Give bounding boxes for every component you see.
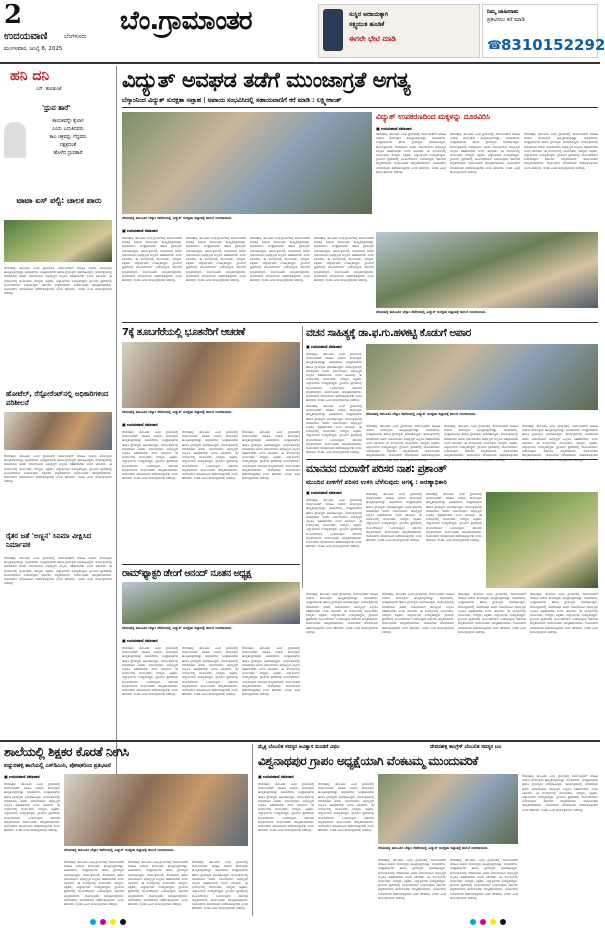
s4-byline: ■ ಉದಯವಾಣಿ ಸಮಾಚಾರ — [122, 638, 158, 643]
s5-headline: ಶಾಲೆಯಲ್ಲಿ ಶಿಕ್ಷಕರ ಕೊರತೆ ನೀಗಿಸಿ — [4, 744, 129, 759]
reg-dot-yellow — [110, 919, 116, 925]
s3-body-6: ದೇವನಹಳ್ಳಿ: ತಾಲೂಕಿನ ವಿವಿಧ ಗ್ರಾಮಗಳಲ್ಲಿ ಸಾರ್ವಜನಿಕರಿಗೆ ಮಾಹಿತಿ ನೀಡುವ ಕಾರ್ಯಕ್ರಮ ಹಮ್ಮಿಕೊಳ್ಳಲಾಗಿತ್ತು. ಅಧಿಕಾರಿಗಳು, ಜನಪ್ರತಿನಿಧಿಗಳು ಹಾಗೂ ಗ್ರಾಮಸ್ಥರು ಭಾಗವಹಿಸಿದ್ದರು. ಕಾರ್ಯಕ್ರಮದಲ್ಲಿ ಮಾತನಾಡಿದ ಅವರು ಸಮುದಾಯದ ಅಭಿವೃದ್ಧಿಗೆ ಎಲ್ಲರೂ ಸಹಕರಿಸಬೇಕು ಎಂದು ತಿಳಿಸಿದರು. ಈ ಸಂದರ್ಭದಲ್ಲಿ ಮುಖಂಡರು, ಸದಸ್ಯರು, ಶಿಕ್ಷಕರು, ವಿದ್ಯಾರ್ಥಿಗಳು ಉಪಸ್ಥಿತರಿದ್ದರು. ಗ್ರಾಮೀಣ ಪ್ರದೇಶದಲ್ಲಿ ಮೂಲಸೌಕರ್ಯ ಒದಗಿಸುವುದು ಸರ್ಕಾರದ ಆದ್ಯತೆಯಾಗಿದೆ. ಸಾರ್ವಜನಿಕರು ಜಾಗೃತರಾಗಿರಬೇಕು. ಯೋಜನೆಗಳ ಸದುಪಯೋಗ ಪಡೆದುಕೊಳ್ಳಬೇಕು ಎಂದು ಹೇಳಿದರು. ನಂತರ ವಿವಿಧ ಕಾರ್ಯಕ್ರಮಗಳು ನಡೆದವು. — [458, 592, 526, 634]
s6-body-4: ದೇವನಹಳ್ಳಿ: ತಾಲೂಕಿನ ವಿವಿಧ ಗ್ರಾಮಗಳಲ್ಲಿ ಸಾರ್ವಜನಿಕರಿಗೆ ಮಾಹಿತಿ ನೀಡುವ ಕಾರ್ಯಕ್ರಮ ಹಮ್ಮಿಕೊಳ್ಳಲಾಗಿತ್ತು. ಅಧಿಕಾರಿಗಳು, ಜನಪ್ರತಿನಿಧಿಗಳು ಹಾಗೂ ಗ್ರಾಮಸ್ಥರು ಭಾಗವಹಿಸಿದ್ದರು. ಕಾರ್ಯಕ್ರಮದಲ್ಲಿ ಮಾತನಾಡಿದ ಅವರು ಸಮುದಾಯದ ಅಭಿವೃದ್ಧಿಗೆ ಎಲ್ಲರೂ ಸಹಕರಿಸಬೇಕು ಎಂದು ತಿಳಿಸಿದರು. ಈ ಸಂದರ್ಭದಲ್ಲಿ ಮುಖಂಡರು, ಸದಸ್ಯರು, ಶಿಕ್ಷಕರು, ವಿದ್ಯಾರ್ಥಿಗಳು ಉಪಸ್ಥಿತರಿದ್ದರು. ಗ್ರಾಮೀಣ ಪ್ರದೇಶದಲ್ಲಿ ಮೂಲಸೌಕರ್ಯ ಒದಗಿಸುವುದು ಸರ್ಕಾರದ ಆದ್ಯತೆಯಾಗಿದೆ. ಸಾರ್ವಜನಿಕರು ಜಾಗೃತರಾಗಿರಬೇಕು. ಯೋಜನೆಗಳ ಸದುಪಯೋಗ ಪಡೆದುಕೊಳ್ಳಬೇಕು ಎಂದು ಹೇಳಿದರು. ನಂತರ ವಿವಿಧ ಕಾರ್ಯಕ್ರಮಗಳು ನಡೆದವು. — [450, 858, 518, 900]
reg-dot-black — [120, 919, 126, 925]
s4-body-2: ದೇವನಹಳ್ಳಿ: ತಾಲೂಕಿನ ವಿವಿಧ ಗ್ರಾಮಗಳಲ್ಲಿ ಸಾರ್ವಜನಿಕರಿಗೆ ಮಾಹಿತಿ ನೀಡುವ ಕಾರ್ಯಕ್ರಮ ಹಮ್ಮಿಕೊಳ್ಳಲಾಗಿತ್ತು. ಅಧಿಕಾರಿಗಳು, ಜನಪ್ರತಿನಿಧಿಗಳು ಹಾಗೂ ಗ್ರಾಮಸ್ಥರು ಭಾಗವಹಿಸಿದ್ದರು. ಕಾರ್ಯಕ್ರಮದಲ್ಲಿ ಮಾತನಾಡಿದ ಅವರು ಸಮುದಾಯದ ಅಭಿವೃದ್ಧಿಗೆ ಎಲ್ಲರೂ ಸಹಕರಿಸಬೇಕು ಎಂದು ತಿಳಿಸಿದರು. ಈ ಸಂದರ್ಭದಲ್ಲಿ ಮುಖಂಡರು, ಸದಸ್ಯರು, ಶಿಕ್ಷಕರು, ವಿದ್ಯಾರ್ಥಿಗಳು ಉಪಸ್ಥಿತರಿದ್ದರು. ಗ್ರಾಮೀಣ ಪ್ರದೇಶದಲ್ಲಿ ಮೂಲಸೌಕರ್ಯ ಒದಗಿಸುವುದು ಸರ್ಕಾರದ ಆದ್ಯತೆಯಾಗಿದೆ. ಸಾರ್ವಜನಿಕರು ಜಾಗೃತರಾಗಿರಬೇಕು. ಯೋಜನೆಗಳ ಸದುಪಯೋಗ ಪಡೆದುಕೊಳ್ಳಬೇಕು ಎಂದು ಹೇಳಿದರು. ನಂತರ ವಿವಿಧ ಕಾರ್ಯಕ್ರಮಗಳು ನಡೆದವು. — [182, 646, 238, 697]
s6-body-1: ದೇವನಹಳ್ಳಿ: ತಾಲೂಕಿನ ವಿವಿಧ ಗ್ರಾಮಗಳಲ್ಲಿ ಸಾರ್ವಜನಿಕರಿಗೆ ಮಾಹಿತಿ ನೀಡುವ ಕಾರ್ಯಕ್ರಮ ಹಮ್ಮಿಕೊಳ್ಳಲಾಗಿತ್ತು. ಅಧಿಕಾರಿಗಳು, ಜನಪ್ರತಿನಿಧಿಗಳು ಹಾಗೂ ಗ್ರಾಮಸ್ಥರು ಭಾಗವಹಿಸಿದ್ದರು. ಕಾರ್ಯಕ್ರಮದಲ್ಲಿ ಮಾತನಾಡಿದ ಅವರು ಸಮುದಾಯದ ಅಭಿವೃದ್ಧಿಗೆ ಎಲ್ಲರೂ ಸಹಕರಿಸಬೇಕು ಎಂದು ತಿಳಿಸಿದರು. ಈ ಸಂದರ್ಭದಲ್ಲಿ ಮುಖಂಡರು, ಸದಸ್ಯರು, ಶಿಕ್ಷಕರು, ವಿದ್ಯಾರ್ಥಿಗಳು ಉಪಸ್ಥಿತರಿದ್ದರು. ಗ್ರಾಮೀಣ ಪ್ರದೇಶದಲ್ಲಿ ಮೂಲಸೌಕರ್ಯ ಒದಗಿಸುವುದು ಸರ್ಕಾರದ ಆದ್ಯತೆಯಾಗಿದೆ. ಸಾರ್ವಜನಿಕರು ಜಾಗೃತರಾಗಿರಬೇಕು. ಯೋಜನೆಗಳ ಸದುಪಯೋಗ ಪಡೆದುಕೊಳ್ಳಬೇಕು ಎಂದು ಹೇಳಿದರು. ನಂತರ ವಿವಿಧ ಕಾರ್ಯಕ್ರಮಗಳು ನಡೆದವು. — [258, 782, 314, 833]
poem-line: ನಕ್ಷತ್ರದಂತೆ — [60, 143, 76, 148]
s4-caption: ದೇವನಹಳ್ಳಿ ತಾಲೂಕಿನ ಬೆಸ್ಕಾಂ ಕಚೇರಿಯಲ್ಲಿ ವಿದ್ಯುತ್ ಸುರಕ್ಷತಾ ಸಪ್ತಾಹಕ್ಕೆ ಚಾಲನೆ ನೀಡಲಾಯಿತು. — [122, 626, 233, 630]
s1-body-1: ದೇವನಹಳ್ಳಿ: ತಾಲೂಕಿನ ವಿವಿಧ ಗ್ರಾಮಗಳಲ್ಲಿ ಸಾರ್ವಜನಿಕರಿಗೆ ಮಾಹಿತಿ ನೀಡುವ ಕಾರ್ಯಕ್ರಮ ಹಮ್ಮಿಕೊಳ್ಳಲಾಗಿತ್ತು. ಅಧಿಕಾರಿಗಳು, ಜನಪ್ರತಿನಿಧಿಗಳು ಹಾಗೂ ಗ್ರಾಮಸ್ಥರು ಭಾಗವಹಿಸಿದ್ದರು. ಕಾರ್ಯಕ್ರಮದಲ್ಲಿ ಮಾತನಾಡಿದ ಅವರು ಸಮುದಾಯದ ಅಭಿವೃದ್ಧಿಗೆ ಎಲ್ಲರೂ ಸಹಕರಿಸಬೇಕು ಎಂದು ತಿಳಿಸಿದರು. ಈ ಸಂದರ್ಭದಲ್ಲಿ ಮುಖಂಡರು, ಸದಸ್ಯರು, ಶಿಕ್ಷಕರು, ವಿದ್ಯಾರ್ಥಿಗಳು ಉಪಸ್ಥಿತರಿದ್ದರು. ಗ್ರಾಮೀಣ ಪ್ರದೇಶದಲ್ಲಿ ಮೂಲಸೌಕರ್ಯ ಒದಗಿಸುವುದು ಸರ್ಕಾರದ ಆದ್ಯತೆಯಾಗಿದೆ. ಸಾರ್ವಜನಿಕರು ಜಾಗೃತರಾಗಿರಬೇಕು. ಯೋಜನೆಗಳ ಸದುಪಯೋಗ ಪಡೆದುಕೊಳ್ಳಬೇಕು ಎಂದು ಹೇಳಿದರು. ನಂತರ ವಿವಿಧ ಕಾರ್ಯಕ್ರಮಗಳು ನಡೆದವು. — [122, 430, 178, 481]
story3-headline: ರೈತರ ಜತೆ 'ಅಣ್ಣನ' ಸಿನಿಮಾ ವೀಕ್ಷಿಸಿದ ನಿರ್ಮಾಪಕ — [6, 532, 92, 549]
lead-photo — [122, 112, 372, 214]
s3-body-3: ದೇವನಹಳ್ಳಿ: ತಾಲೂಕಿನ ವಿವಿಧ ಗ್ರಾಮಗಳಲ್ಲಿ ಸಾರ್ವಜನಿಕರಿಗೆ ಮಾಹಿತಿ ನೀಡುವ ಕಾರ್ಯಕ್ರಮ ಹಮ್ಮಿಕೊಳ್ಳಲಾಗಿತ್ತು. ಅಧಿಕಾರಿಗಳು, ಜನಪ್ರತಿನಿಧಿಗಳು ಹಾಗೂ ಗ್ರಾಮಸ್ಥರು ಭಾಗವಹಿಸಿದ್ದರು. ಕಾರ್ಯಕ್ರಮದಲ್ಲಿ ಮಾತನಾಡಿದ ಅವರು ಸಮುದಾಯದ ಅಭಿವೃದ್ಧಿಗೆ ಎಲ್ಲರೂ ಸಹಕರಿಸಬೇಕು ಎಂದು ತಿಳಿಸಿದರು. ಈ ಸಂದರ್ಭದಲ್ಲಿ ಮುಖಂಡರು, ಸದಸ್ಯರು, ಶಿಕ್ಷಕರು, ವಿದ್ಯಾರ್ಥಿಗಳು ಉಪಸ್ಥಿತರಿದ್ದರು. ಗ್ರಾಮೀಣ ಪ್ರದೇಶದಲ್ಲಿ ಮೂಲಸೌಕರ್ಯ ಒದಗಿಸುವುದು ಸರ್ಕಾರದ ಆದ್ಯತೆಯಾಗಿದೆ. ಸಾರ್ವಜನಿಕರು ಜಾಗೃತರಾಗಿರಬೇಕು. ಯೋಜನೆಗಳ ಸದುಪಯೋಗ ಪಡೆದುಕೊಳ್ಳಬೇಕು ಎಂದು ಹೇಳಿದರು. ನಂತರ ವಿವಿಧ ಕಾರ್ಯಕ್ರಮಗಳು ನಡೆದವು. — [426, 492, 482, 543]
s1-headline: 7ಕ್ಕೆ ತೂಬಗೆರೆಯಲ್ಲಿ ಭೂತನೆರಿಗೆ ಆಚರಣೆ — [122, 327, 245, 338]
reg-dot-yellow — [490, 919, 496, 925]
s3-body-7: ದೇವನಹಳ್ಳಿ: ತಾಲೂಕಿನ ವಿವಿಧ ಗ್ರಾಮಗಳಲ್ಲಿ ಸಾರ್ವಜನಿಕರಿಗೆ ಮಾಹಿತಿ ನೀಡುವ ಕಾರ್ಯಕ್ರಮ ಹಮ್ಮಿಕೊಳ್ಳಲಾಗಿತ್ತು. ಅಧಿಕಾರಿಗಳು, ಜನಪ್ರತಿನಿಧಿಗಳು ಹಾಗೂ ಗ್ರಾಮಸ್ಥರು ಭಾಗವಹಿಸಿದ್ದರು. ಕಾರ್ಯಕ್ರಮದಲ್ಲಿ ಮಾತನಾಡಿದ ಅವರು ಸಮುದಾಯದ ಅಭಿವೃದ್ಧಿಗೆ ಎಲ್ಲರೂ ಸಹಕರಿಸಬೇಕು ಎಂದು ತಿಳಿಸಿದರು. ಈ ಸಂದರ್ಭದಲ್ಲಿ ಮುಖಂಡರು, ಸದಸ್ಯರು, ಶಿಕ್ಷಕರು, ವಿದ್ಯಾರ್ಥಿಗಳು ಉಪಸ್ಥಿತರಿದ್ದರು. ಗ್ರಾಮೀಣ ಪ್ರದೇಶದಲ್ಲಿ ಮೂಲಸೌಕರ್ಯ ಒದಗಿಸುವುದು ಸರ್ಕಾರದ ಆದ್ಯತೆಯಾಗಿದೆ. ಸಾರ್ವಜನಿಕರು ಜಾಗೃತರಾಗಿರಬೇಕು. ಯೋಜನೆಗಳ ಸದುಪಯೋಗ ಪಡೆದುಕೊಳ್ಳಬೇಕು ಎಂದು ಹೇಳಿದರು. ನಂತರ ವಿವಿಧ ಕಾರ್ಯಕ್ರಮಗಳು ನಡೆದವು. — [530, 592, 598, 634]
s6-kicker-right: ದೇವನಹಳ್ಳಿ ಕಾಂಗ್ರೆಸ್ ಬೆಂಬಲಿತ ಸದಸ್ಯರ ಬಲ — [430, 744, 502, 750]
lead-subhead-rule — [122, 107, 598, 108]
print-registration-marks — [90, 918, 510, 926]
s4-body-3: ದೇವನಹಳ್ಳಿ: ತಾಲೂಕಿನ ವಿವಿಧ ಗ್ರಾಮಗಳಲ್ಲಿ ಸಾರ್ವಜನಿಕರಿಗೆ ಮಾಹಿತಿ ನೀಡುವ ಕಾರ್ಯಕ್ರಮ ಹಮ್ಮಿಕೊಳ್ಳಲಾಗಿತ್ತು. ಅಧಿಕಾರಿಗಳು, ಜನಪ್ರತಿನಿಧಿಗಳು ಹಾಗೂ ಗ್ರಾಮಸ್ಥರು ಭಾಗವಹಿಸಿದ್ದರು. ಕಾರ್ಯಕ್ರಮದಲ್ಲಿ ಮಾತನಾಡಿದ ಅವರು ಸಮುದಾಯದ ಅಭಿವೃದ್ಧಿಗೆ ಎಲ್ಲರೂ ಸಹಕರಿಸಬೇಕು ಎಂದು ತಿಳಿಸಿದರು. ಈ ಸಂದರ್ಭದಲ್ಲಿ ಮುಖಂಡರು, ಸದಸ್ಯರು, ಶಿಕ್ಷಕರು, ವಿದ್ಯಾರ್ಥಿಗಳು ಉಪಸ್ಥಿತರಿದ್ದರು. ಗ್ರಾಮೀಣ ಪ್ರದೇಶದಲ್ಲಿ ಮೂಲಸೌಕರ್ಯ ಒದಗಿಸುವುದು ಸರ್ಕಾರದ ಆದ್ಯತೆಯಾಗಿದೆ. ಸಾರ್ವಜನಿಕರು ಜಾಗೃತರಾಗಿರಬೇಕು. ಯೋಜನೆಗಳ ಸದುಪಯೋಗ ಪಡೆದುಕೊಳ್ಳಬೇಕು ಎಂದು ಹೇಳಿದರು. ನಂತರ ವಿವಿಧ ಕಾರ್ಯಕ್ರಮಗಳು ನಡೆದವು. — [242, 646, 300, 697]
s5-body-2: ದೇವನಹಳ್ಳಿ: ತಾಲೂಕಿನ ವಿವಿಧ ಗ್ರಾಮಗಳಲ್ಲಿ ಸಾರ್ವಜನಿಕರಿಗೆ ಮಾಹಿತಿ ನೀಡುವ ಕಾರ್ಯಕ್ರಮ ಹಮ್ಮಿಕೊಳ್ಳಲಾಗಿತ್ತು. ಅಧಿಕಾರಿಗಳು, ಜನಪ್ರತಿನಿಧಿಗಳು ಹಾಗೂ ಗ್ರಾಮಸ್ಥರು ಭಾಗವಹಿಸಿದ್ದರು. ಕಾರ್ಯಕ್ರಮದಲ್ಲಿ ಮಾತನಾಡಿದ ಅವರು ಸಮುದಾಯದ ಅಭಿವೃದ್ಧಿಗೆ ಎಲ್ಲರೂ ಸಹಕರಿಸಬೇಕು ಎಂದು ತಿಳಿಸಿದರು. ಈ ಸಂದರ್ಭದಲ್ಲಿ ಮುಖಂಡರು, ಸದಸ್ಯರು, ಶಿಕ್ಷಕರು, ವಿದ್ಯಾರ್ಥಿಗಳು ಉಪಸ್ಥಿತರಿದ್ದರು. ಗ್ರಾಮೀಣ ಪ್ರದೇಶದಲ್ಲಿ ಮೂಲಸೌಕರ್ಯ ಒದಗಿಸುವುದು ಸರ್ಕಾರದ ಆದ್ಯತೆಯಾಗಿದೆ. ಸಾರ್ವಜನಿಕರು ಜಾಗೃತರಾಗಿರಬೇಕು. ಯೋಜನೆಗಳ ಸದುಪಯೋಗ ಪಡೆದುಕೊಳ್ಳಬೇಕು ಎಂದು ಹೇಳಿದರು. ನಂತರ ವಿವಿಧ ಕಾರ್ಯಕ್ರಮಗಳು ನಡೆದವು. — [64, 860, 124, 907]
lead-body-3: ದೇವನಹಳ್ಳಿ: ತಾಲೂಕಿನ ವಿವಿಧ ಗ್ರಾಮಗಳಲ್ಲಿ ಸಾರ್ವಜನಿಕರಿಗೆ ಮಾಹಿತಿ ನೀಡುವ ಕಾರ್ಯಕ್ರಮ ಹಮ್ಮಿಕೊಳ್ಳಲಾಗಿತ್ತು. ಅಧಿಕಾರಿಗಳು, ಜನಪ್ರತಿನಿಧಿಗಳು ಹಾಗೂ ಗ್ರಾಮಸ್ಥರು ಭಾಗವಹಿಸಿದ್ದರು. ಕಾರ್ಯಕ್ರಮದಲ್ಲಿ ಮಾತನಾಡಿದ ಅವರು ಸಮುದಾಯದ ಅಭಿವೃದ್ಧಿಗೆ ಎಲ್ಲರೂ ಸಹಕರಿಸಬೇಕು ಎಂದು ತಿಳಿಸಿದರು. ಈ ಸಂದರ್ಭದಲ್ಲಿ ಮುಖಂಡರು, ಸದಸ್ಯರು, ಶಿಕ್ಷಕರು, ವಿದ್ಯಾರ್ಥಿಗಳು ಉಪಸ್ಥಿತರಿದ್ದರು. ಗ್ರಾಮೀಣ ಪ್ರದೇಶದಲ್ಲಿ ಮೂಲಸೌಕರ್ಯ ಒದಗಿಸುವುದು ಸರ್ಕಾರದ ಆದ್ಯತೆಯಾಗಿದೆ. ಸಾರ್ವಜನಿಕರು ಜಾಗೃತರಾಗಿರಬೇಕು. ಯೋಜನೆಗಳ ಸದುಪಯೋಗ ಪಡೆದುಕೊಳ್ಳಬೇಕು ಎಂದು ಹೇಳಿದರು. ನಂತರ ವಿವಿಧ ಕಾರ್ಯಕ್ರಮಗಳು ನಡೆದವು. — [250, 236, 310, 283]
s2-body-1: ದೇವನಹಳ್ಳಿ: ತಾಲೂಕಿನ ವಿವಿಧ ಗ್ರಾಮಗಳಲ್ಲಿ ಸಾರ್ವಜನಿಕರಿಗೆ ಮಾಹಿತಿ ನೀಡುವ ಕಾರ್ಯಕ್ರಮ ಹಮ್ಮಿಕೊಳ್ಳಲಾಗಿತ್ತು. ಅಧಿಕಾರಿಗಳು, ಜನಪ್ರತಿನಿಧಿಗಳು ಹಾಗೂ ಗ್ರಾಮಸ್ಥರು ಭಾಗವಹಿಸಿದ್ದರು. ಕಾರ್ಯಕ್ರಮದಲ್ಲಿ ಮಾತನಾಡಿದ ಅವರು ಸಮುದಾಯದ ಅಭಿವೃದ್ಧಿಗೆ ಎಲ್ಲರೂ ಸಹಕರಿಸಬೇಕು ಎಂದು ತಿಳಿಸಿದರು. ಈ ಸಂದರ್ಭದಲ್ಲಿ ಮುಖಂಡರು, ಸದಸ್ಯರು, ಶಿಕ್ಷಕರು, ವಿದ್ಯಾರ್ಥಿಗಳು ಉಪಸ್ಥಿತರಿದ್ದರು. ಗ್ರಾಮೀಣ ಪ್ರದೇಶದಲ್ಲಿ ಮೂಲಸೌಕರ್ಯ ಒದಗಿಸುವುದು ಸರ್ಕಾರದ ಆದ್ಯತೆಯಾಗಿದೆ. ಸಾರ್ವಜನಿಕರು ಜಾಗೃತರಾಗಿರಬೇಕು. ಯೋಜನೆಗಳ ಸದುಪಯೋಗ ಪಡೆದುಕೊಳ್ಳಬೇಕು ಎಂದು ಹೇಳಿದರು. ನಂತರ ವಿವಿಧ ಕಾರ್ಯಕ್ರಮಗಳು ನಡೆದವು. — [306, 352, 362, 403]
story1-photo — [4, 220, 112, 262]
s6-body-5: ದೇವನಹಳ್ಳಿ: ತಾಲೂಕಿನ ವಿವಿಧ ಗ್ರಾಮಗಳಲ್ಲಿ ಸಾರ್ವಜನಿಕರಿಗೆ ಮಾಹಿತಿ ನೀಡುವ ಕಾರ್ಯಕ್ರಮ ಹಮ್ಮಿಕೊಳ್ಳಲಾಗಿತ್ತು. ಅಧಿಕಾರಿಗಳು, ಜನಪ್ರತಿನಿಧಿಗಳು ಹಾಗೂ ಗ್ರಾಮಸ್ಥರು ಭಾಗವಹಿಸಿದ್ದರು. ಕಾರ್ಯಕ್ರಮದಲ್ಲಿ ಮಾತನಾಡಿದ ಅವರು ಸಮುದಾಯದ ಅಭಿವೃದ್ಧಿಗೆ ಎಲ್ಲರೂ ಸಹಕರಿಸಬೇಕು ಎಂದು ತಿಳಿಸಿದರು. ಈ ಸಂದರ್ಭದಲ್ಲಿ ಮುಖಂಡರು, ಸದಸ್ಯರು, ಶಿಕ್ಷಕರು, ವಿದ್ಯಾರ್ಥಿಗಳು ಉಪಸ್ಥಿತರಿದ್ದರು. ಗ್ರಾಮೀಣ ಪ್ರದೇಶದಲ್ಲಿ ಮೂಲಸೌಕರ್ಯ ಒದಗಿಸುವುದು ಸರ್ಕಾರದ ಆದ್ಯತೆಯಾಗಿದೆ. ಸಾರ್ವಜನಿಕರು ಜಾಗೃತರಾಗಿರಬೇಕು. ಯೋಜನೆಗಳ ಸದುಪಯೋಗ ಪಡೆದುಕೊಳ್ಳಬೇಕು ಎಂದು ಹೇಳಿದರು. ನಂತರ ವಿವಿಧ ಕಾರ್ಯಕ್ರಮಗಳು ನಡೆದವು. — [522, 774, 598, 812]
lead-side-box — [376, 112, 598, 230]
lead-body-2: ದೇವನಹಳ್ಳಿ: ತಾಲೂಕಿನ ವಿವಿಧ ಗ್ರಾಮಗಳಲ್ಲಿ ಸಾರ್ವಜನಿಕರಿಗೆ ಮಾಹಿತಿ ನೀಡುವ ಕಾರ್ಯಕ್ರಮ ಹಮ್ಮಿಕೊಳ್ಳಲಾಗಿತ್ತು. ಅಧಿಕಾರಿಗಳು, ಜನಪ್ರತಿನಿಧಿಗಳು ಹಾಗೂ ಗ್ರಾಮಸ್ಥರು ಭಾಗವಹಿಸಿದ್ದರು. ಕಾರ್ಯಕ್ರಮದಲ್ಲಿ ಮಾತನಾಡಿದ ಅವರು ಸಮುದಾಯದ ಅಭಿವೃದ್ಧಿಗೆ ಎಲ್ಲರೂ ಸಹಕರಿಸಬೇಕು ಎಂದು ತಿಳಿಸಿದರು. ಈ ಸಂದರ್ಭದಲ್ಲಿ ಮುಖಂಡರು, ಸದಸ್ಯರು, ಶಿಕ್ಷಕರು, ವಿದ್ಯಾರ್ಥಿಗಳು ಉಪಸ್ಥಿತರಿದ್ದರು. ಗ್ರಾಮೀಣ ಪ್ರದೇಶದಲ್ಲಿ ಮೂಲಸೌಕರ್ಯ ಒದಗಿಸುವುದು ಸರ್ಕಾರದ ಆದ್ಯತೆಯಾಗಿದೆ. ಸಾರ್ವಜನಿಕರು ಜಾಗೃತರಾಗಿರಬೇಕು. ಯೋಜನೆಗಳ ಸದುಪಯೋಗ ಪಡೆದುಕೊಳ್ಳಬೇಕು ಎಂದು ಹೇಳಿದರು. ನಂತರ ವಿವಿಧ ಕಾರ್ಯಕ್ರಮಗಳು ನಡೆದವು. — [186, 236, 246, 283]
date: ಮಂಗಳವಾರ, ಜುಲೈ 8, 2025 — [4, 46, 63, 52]
lead-side-body-3: ದೇವನಹಳ್ಳಿ: ತಾಲೂಕಿನ ವಿವಿಧ ಗ್ರಾಮಗಳಲ್ಲಿ ಸಾರ್ವಜನಿಕರಿಗೆ ಮಾಹಿತಿ ನೀಡುವ ಕಾರ್ಯಕ್ರಮ ಹಮ್ಮಿಕೊಳ್ಳಲಾಗಿತ್ತು. ಅಧಿಕಾರಿಗಳು, ಜನಪ್ರತಿನಿಧಿಗಳು ಹಾಗೂ ಗ್ರಾಮಸ್ಥರು ಭಾಗವಹಿಸಿದ್ದರು. ಕಾರ್ಯಕ್ರಮದಲ್ಲಿ ಮಾತನಾಡಿದ ಅವರು ಸಮುದಾಯದ ಅಭಿವೃದ್ಧಿಗೆ ಎಲ್ಲರೂ ಸಹಕರಿಸಬೇಕು ಎಂದು ತಿಳಿಸಿದರು. ಈ ಸಂದರ್ಭದಲ್ಲಿ ಮುಖಂಡರು, ಸದಸ್ಯರು, ಶಿಕ್ಷಕರು, ವಿದ್ಯಾರ್ಥಿಗಳು ಉಪಸ್ಥಿತರಿದ್ದರು. ಗ್ರಾಮೀಣ ಪ್ರದೇಶದಲ್ಲಿ ಮೂಲಸೌಕರ್ಯ ಒದಗಿಸುವುದು ಸರ್ಕಾರದ ಆದ್ಯತೆಯಾಗಿದೆ. ಸಾರ್ವಜನಿಕರು ಜಾಗೃತರಾಗಿರಬೇಕು. ಯೋಜನೆಗಳ ಸದುಪಯೋಗ ಪಡೆದುಕೊಳ್ಳಬೇಕು ಎಂದು ಹೇಳಿದರು. ನಂತರ ವಿವಿಧ ಕಾರ್ಯಕ್ರಮಗಳು ನಡೆದವು. — [524, 132, 598, 170]
lead-side-body-1: ದೇವನಹಳ್ಳಿ: ತಾಲೂಕಿನ ವಿವಿಧ ಗ್ರಾಮಗಳಲ್ಲಿ ಸಾರ್ವಜನಿಕರಿಗೆ ಮಾಹಿತಿ ನೀಡುವ ಕಾರ್ಯಕ್ರಮ ಹಮ್ಮಿಕೊಳ್ಳಲಾಗಿತ್ತು. ಅಧಿಕಾರಿಗಳು, ಜನಪ್ರತಿನಿಧಿಗಳು ಹಾಗೂ ಗ್ರಾಮಸ್ಥರು ಭಾಗವಹಿಸಿದ್ದರು. ಕಾರ್ಯಕ್ರಮದಲ್ಲಿ ಮಾತನಾಡಿದ ಅವರು ಸಮುದಾಯದ ಅಭಿವೃದ್ಧಿಗೆ ಎಲ್ಲರೂ ಸಹಕರಿಸಬೇಕು ಎಂದು ತಿಳಿಸಿದರು. ಈ ಸಂದರ್ಭದಲ್ಲಿ ಮುಖಂಡರು, ಸದಸ್ಯರು, ಶಿಕ್ಷಕರು, ವಿದ್ಯಾರ್ಥಿಗಳು ಉಪಸ್ಥಿತರಿದ್ದರು. ಗ್ರಾಮೀಣ ಪ್ರದೇಶದಲ್ಲಿ ಮೂಲಸೌಕರ್ಯ ಒದಗಿಸುವುದು ಸರ್ಕಾರದ ಆದ್ಯತೆಯಾಗಿದೆ. ಸಾರ್ವಜನಿಕರು ಜಾಗೃತರಾಗಿರಬೇಕು. ಯೋಜನೆಗಳ ಸದುಪಯೋಗ ಪಡೆದುಕೊಳ್ಳಬೇಕು ಎಂದು ಹೇಳಿದರು. ನಂತರ ವಿವಿಧ ಕಾರ್ಯಕ್ರಮಗಳು ನಡೆದವು. — [376, 132, 446, 174]
lead-subhead: ಬೆಸ್ಕಾಂನಿಂದ ವಿದ್ಯುತ್ ಸುರಕ್ಷತಾ ಸಪ್ತಾಹ | ಅಪಾಯ ಸಂಭವಿಸಿದಲ್ಲಿ ಸಹಾಯವಾಣಿಗೆ ಕರೆ ಮಾಡಿ : ಲಕ್ಷ್ಮೀಕಾಂತ್ — [122, 97, 342, 104]
phone-icon: ☎ — [487, 38, 502, 52]
page-number: 2 — [4, 0, 23, 30]
story2-photo — [4, 412, 112, 450]
section-title: ಬೆಂ.ಗ್ರಾಮಾಂತರ — [120, 6, 252, 36]
s2-body-4: ದೇವನಹಳ್ಳಿ: ತಾಲೂಕಿನ ವಿವಿಧ ಗ್ರಾಮಗಳಲ್ಲಿ ಸಾರ್ವಜನಿಕರಿಗೆ ಮಾಹಿತಿ ನೀಡುವ ಕಾರ್ಯಕ್ರಮ ಹಮ್ಮಿಕೊಳ್ಳಲಾಗಿತ್ತು. ಅಧಿಕಾರಿಗಳು, ಜನಪ್ರತಿನಿಧಿಗಳು ಹಾಗೂ ಗ್ರಾಮಸ್ಥರು ಭಾಗವಹಿಸಿದ್ದರು. ಕಾರ್ಯಕ್ರಮದಲ್ಲಿ ಮಾತನಾಡಿದ ಅವರು ಸಮುದಾಯದ ಅಭಿವೃದ್ಧಿಗೆ ಎಲ್ಲರೂ ಸಹಕರಿಸಬೇಕು ಎಂದು ತಿಳಿಸಿದರು. ಈ ಸಂದರ್ಭದಲ್ಲಿ ಮುಖಂಡರು, ಸದಸ್ಯರು, ಶಿಕ್ಷಕರು, ವಿದ್ಯಾರ್ಥಿಗಳು ಉಪಸ್ಥಿತರಿದ್ದರು. ಗ್ರಾಮೀಣ ಪ್ರದೇಶದಲ್ಲಿ ಮೂಲಸೌಕರ್ಯ ಒದಗಿಸುವುದು ಸರ್ಕಾರದ ಆದ್ಯತೆಯಾಗಿದೆ. ಸಾರ್ವಜನಿಕರು ಜಾಗೃತರಾಗಿರಬೇಕು. ಯೋಜನೆಗಳ ಸದುಪಯೋಗ ಪಡೆದುಕೊಳ್ಳಬೇಕು — [444, 424, 518, 458]
author-sketch — [4, 122, 26, 158]
story1-headline: ಟಾಟಾ ಏಸ್ ಪಲ್ಟಿ: ಚಾಲಕ ಪಾರು — [16, 196, 102, 205]
s3-body-1: ದೇವನಹಳ್ಳಿ: ತಾಲೂಕಿನ ವಿವಿಧ ಗ್ರಾಮಗಳಲ್ಲಿ ಸಾರ್ವಜನಿಕರಿಗೆ ಮಾಹಿತಿ ನೀಡುವ ಕಾರ್ಯಕ್ರಮ ಹಮ್ಮಿಕೊಳ್ಳಲಾಗಿತ್ತು. ಅಧಿಕಾರಿಗಳು, ಜನಪ್ರತಿನಿಧಿಗಳು ಹಾಗೂ ಗ್ರಾಮಸ್ಥರು ಭಾಗವಹಿಸಿದ್ದರು. ಕಾರ್ಯಕ್ರಮದಲ್ಲಿ ಮಾತನಾಡಿದ ಅವರು ಸಮುದಾಯದ ಅಭಿವೃದ್ಧಿಗೆ ಎಲ್ಲರೂ ಸಹಕರಿಸಬೇಕು ಎಂದು ತಿಳಿಸಿದರು. ಈ ಸಂದರ್ಭದಲ್ಲಿ ಮುಖಂಡರು, ಸದಸ್ಯರು, ಶಿಕ್ಷಕರು, ವಿದ್ಯಾರ್ಥಿಗಳು ಉಪಸ್ಥಿತರಿದ್ದರು. ಗ್ರಾಮೀಣ ಪ್ರದೇಶದಲ್ಲಿ ಮೂಲಸೌಕರ್ಯ ಒದಗಿಸುವುದು ಸರ್ಕಾರದ ಆದ್ಯತೆಯಾಗಿದೆ. ಸಾರ್ವಜನಿಕರು ಜಾಗೃತರಾಗಿರಬೇಕು. ಯೋಜನೆಗಳ ಸದುಪಯೋಗ ಪಡೆದುಕೊಳ್ಳಬೇಕು ಎಂದು ಹೇಳಿದರು. ನಂತರ ವಿವಿಧ ಕಾರ್ಯಕ್ರಮಗಳು ನಡೆದವು. — [306, 498, 362, 549]
lead-side-headline: ವಿದ್ಯುತ್ ಉಪಕರಣದಿಂದ ಮಕ್ಕಳನ್ನು ದೂರವಿರಿಸಿ — [376, 112, 491, 121]
rule-s4 — [122, 564, 300, 565]
sidebar — [2, 66, 114, 846]
sidebar-rule — [116, 66, 117, 846]
s1-body-2: ದೇವನಹಳ್ಳಿ: ತಾಲೂಕಿನ ವಿವಿಧ ಗ್ರಾಮಗಳಲ್ಲಿ ಸಾರ್ವಜನಿಕರಿಗೆ ಮಾಹಿತಿ ನೀಡುವ ಕಾರ್ಯಕ್ರಮ ಹಮ್ಮಿಕೊಳ್ಳಲಾಗಿತ್ತು. ಅಧಿಕಾರಿಗಳು, ಜನಪ್ರತಿನಿಧಿಗಳು ಹಾಗೂ ಗ್ರಾಮಸ್ಥರು ಭಾಗವಹಿಸಿದ್ದರು. ಕಾರ್ಯಕ್ರಮದಲ್ಲಿ ಮಾತನಾಡಿದ ಅವರು ಸಮುದಾಯದ ಅಭಿವೃದ್ಧಿಗೆ ಎಲ್ಲರೂ ಸಹಕರಿಸಬೇಕು ಎಂದು ತಿಳಿಸಿದರು. ಈ ಸಂದರ್ಭದಲ್ಲಿ ಮುಖಂಡರು, ಸದಸ್ಯರು, ಶಿಕ್ಷಕರು, ವಿದ್ಯಾರ್ಥಿಗಳು ಉಪಸ್ಥಿತರಿದ್ದರು. ಗ್ರಾಮೀಣ ಪ್ರದೇಶದಲ್ಲಿ ಮೂಲಸೌಕರ್ಯ ಒದಗಿಸುವುದು ಸರ್ಕಾರದ ಆದ್ಯತೆಯಾಗಿದೆ. ಸಾರ್ವಜನಿಕರು ಜಾಗೃತರಾಗಿರಬೇಕು. ಯೋಜನೆಗಳ ಸದುಪಯೋಗ ಪಡೆದುಕೊಳ್ಳಬೇಕು ಎಂದು ಹೇಳಿದರು. ನಂತರ ವಿವಿಧ ಕಾರ್ಯಕ್ರಮಗಳು ನಡೆದವು. — [182, 430, 238, 481]
rule-row2 — [122, 322, 598, 323]
s5-byline: ■ ಉದಯವಾಣಿ ಸಮಾಚಾರ — [4, 774, 40, 779]
poem-line: ಎಂದು ಬದುಕಿದವರು — [52, 127, 84, 132]
s3-byline: ■ ಉದಯವಾಣಿ ಸಮಾಚಾರ — [306, 490, 342, 495]
s1-byline: ■ ಉದಯವಾಣಿ ಸಮಾಚಾರ — [122, 422, 158, 427]
s4-headline: ರಾಮ್‌ಫ್ಯಾಕ್ಟರಿ ಡೇಂಗೆ ಆನಂದ್ ನೂತನ ಅಧ್ಯಕ್ಷ — [122, 568, 251, 579]
poem-line: ಕಾಯಕವನ್ನೇ ಕೈಲಾಸ — [52, 119, 84, 124]
s5-caption: ದೇವನಹಳ್ಳಿ ತಾಲೂಕಿನ ಬೆಸ್ಕಾಂ ಕಚೇರಿಯಲ್ಲಿ ವಿದ್ಯುತ್ ಸುರಕ್ಷತಾ ಸಪ್ತಾಹಕ್ಕೆ ಚಾಲನೆ ನೀಡಲಾಯಿತು. — [64, 848, 175, 852]
poem — [28, 118, 108, 158]
lead-side-byline: ■ ಉದಯವಾಣಿ ಸಮಾಚಾರ — [376, 126, 412, 131]
lead-photo-2-caption: ದೇವನಹಳ್ಳಿ ತಾಲೂಕಿನ ಬೆಸ್ಕಾಂ ಕಚೇರಿಯಲ್ಲಿ ವಿದ್ಯುತ್ ಸುರಕ್ಷತಾ ಸಪ್ತಾಹಕ್ಕೆ ಚಾಲನೆ ನೀಡಲಾಯಿತು. — [376, 310, 487, 314]
ad1-line1: ಸುಸ್ಥಿರ ಆದಾಯಕ್ಕಾಗಿ — [349, 11, 389, 18]
s1-body-3: ದೇವನಹಳ್ಳಿ: ತಾಲೂಕಿನ ವಿವಿಧ ಗ್ರಾಮಗಳಲ್ಲಿ ಸಾರ್ವಜನಿಕರಿಗೆ ಮಾಹಿತಿ ನೀಡುವ ಕಾರ್ಯಕ್ರಮ ಹಮ್ಮಿಕೊಳ್ಳಲಾಗಿತ್ತು. ಅಧಿಕಾರಿಗಳು, ಜನಪ್ರತಿನಿಧಿಗಳು ಹಾಗೂ ಗ್ರಾಮಸ್ಥರು ಭಾಗವಹಿಸಿದ್ದರು. ಕಾರ್ಯಕ್ರಮದಲ್ಲಿ ಮಾತನಾಡಿದ ಅವರು ಸಮುದಾಯದ ಅಭಿವೃದ್ಧಿಗೆ ಎಲ್ಲರೂ ಸಹಕರಿಸಬೇಕು ಎಂದು ತಿಳಿಸಿದರು. ಈ ಸಂದರ್ಭದಲ್ಲಿ ಮುಖಂಡರು, ಸದಸ್ಯರು, ಶಿಕ್ಷಕರು, ವಿದ್ಯಾರ್ಥಿಗಳು ಉಪಸ್ಥಿತರಿದ್ದರು. ಗ್ರಾಮೀಣ ಪ್ರದೇಶದಲ್ಲಿ ಮೂಲಸೌಕರ್ಯ ಒದಗಿಸುವುದು ಸರ್ಕಾರದ ಆದ್ಯತೆಯಾಗಿದೆ. ಸಾರ್ವಜನಿಕರು ಜಾಗೃತರಾಗಿರಬೇಕು. ಯೋಜನೆಗಳ ಸದುಪಯೋಗ ಪಡೆದುಕೊಳ್ಳಬೇಕು ಎಂದು ಹೇಳಿದರು. ನಂತರ ವಿವಿಧ ಕಾರ್ಯಕ್ರಮಗಳು ನಡೆದವು. — [242, 430, 300, 481]
reg-dot-magenta — [100, 919, 106, 925]
s5-photo — [64, 774, 248, 846]
column-title — [10, 68, 49, 84]
lead-headline: ವಿದ್ಯುತ್ ಅವಘಡ ತಡೆಗೆ ಮುಂಜಾಗ್ರತೆ ಅಗತ್ಯ — [122, 68, 411, 92]
s6-byline: ■ ಉದಯವಾಣಿ ಸಮಾಚಾರ — [258, 774, 294, 779]
story3-body: ದೇವನಹಳ್ಳಿ: ತಾಲೂಕಿನ ವಿವಿಧ ಗ್ರಾಮಗಳಲ್ಲಿ ಸಾರ್ವಜನಿಕರಿಗೆ ಮಾಹಿತಿ ನೀಡುವ ಕಾರ್ಯಕ್ರಮ ಹಮ್ಮಿಕೊಳ್ಳಲಾಗಿತ್ತು. ಅಧಿಕಾರಿಗಳು, ಜನಪ್ರತಿನಿಧಿಗಳು ಹಾಗೂ ಗ್ರಾಮಸ್ಥರು ಭಾಗವಹಿಸಿದ್ದರು. ಕಾರ್ಯಕ್ರಮದಲ್ಲಿ ಮಾತನಾಡಿದ ಅವರು ಸಮುದಾಯದ ಅಭಿವೃದ್ಧಿಗೆ ಎಲ್ಲರೂ ಸಹಕರಿಸಬೇಕು ಎಂದು ತಿಳಿಸಿದರು. ಈ ಸಂದರ್ಭದಲ್ಲಿ ಮುಖಂಡರು, ಸದಸ್ಯರು, ಶಿಕ್ಷಕರು, ವಿದ್ಯಾರ್ಥಿಗಳು ಉಪಸ್ಥಿತರಿದ್ದರು. ಗ್ರಾಮೀಣ ಪ್ರದೇಶದಲ್ಲಿ ಮೂಲಸೌಕರ್ಯ ಒದಗಿಸುವುದು ಸರ್ಕಾರದ ಆದ್ಯತೆಯಾಗಿದೆ. ಸಾರ್ವಜನಿಕರು ಜಾಗೃತರಾಗಿರಬೇಕು. ಯೋಜನೆಗಳ ಸದುಪಯೋಗ ಪಡೆದುಕೊಳ್ಳಬೇಕು ಎಂದು ಹೇಳಿದರು. ನಂತರ ವಿವಿಧ ಕಾರ್ಯಕ್ರಮಗಳು ನಡೆದವು. — [4, 556, 112, 586]
s6-photo — [378, 774, 518, 844]
column-title-text: ಹನಿ ದನಿ — [10, 68, 50, 84]
phone-graphic — [323, 9, 343, 51]
paper-name: ಉದಯವಾಣಿ — [4, 31, 48, 42]
s6-body-2: ದೇವನಹಳ್ಳಿ: ತಾಲೂಕಿನ ವಿವಿಧ ಗ್ರಾಮಗಳಲ್ಲಿ ಸಾರ್ವಜನಿಕರಿಗೆ ಮಾಹಿತಿ ನೀಡುವ ಕಾರ್ಯಕ್ರಮ ಹಮ್ಮಿಕೊಳ್ಳಲಾಗಿತ್ತು. ಅಧಿಕಾರಿಗಳು, ಜನಪ್ರತಿನಿಧಿಗಳು ಹಾಗೂ ಗ್ರಾಮಸ್ಥರು ಭಾಗವಹಿಸಿದ್ದರು. ಕಾರ್ಯಕ್ರಮದಲ್ಲಿ ಮಾತನಾಡಿದ ಅವರು ಸಮುದಾಯದ ಅಭಿವೃದ್ಧಿಗೆ ಎಲ್ಲರೂ ಸಹಕರಿಸಬೇಕು ಎಂದು ತಿಳಿಸಿದರು. ಈ ಸಂದರ್ಭದಲ್ಲಿ ಮುಖಂಡರು, ಸದಸ್ಯರು, ಶಿಕ್ಷಕರು, ವಿದ್ಯಾರ್ಥಿಗಳು ಉಪಸ್ಥಿತರಿದ್ದರು. ಗ್ರಾಮೀಣ ಪ್ರದೇಶದಲ್ಲಿ ಮೂಲಸೌಕರ್ಯ ಒದಗಿಸುವುದು ಸರ್ಕಾರದ ಆದ್ಯತೆಯಾಗಿದೆ. ಸಾರ್ವಜನಿಕರು ಜಾಗೃತರಾಗಿರಬೇಕು. ಯೋಜನೆಗಳ ಸದುಪಯೋಗ ಪಡೆದುಕೊಳ್ಳಬೇಕು ಎಂದು ಹೇಳಿದರು. ನಂತರ ವಿವಿಧ ಕಾರ್ಯಕ್ರಮಗಳು ನಡೆದವು. — [318, 782, 374, 833]
s2-photo — [366, 344, 598, 410]
story1-body: ದೇವನಹಳ್ಳಿ: ತಾಲೂಕಿನ ವಿವಿಧ ಗ್ರಾಮಗಳಲ್ಲಿ ಸಾರ್ವಜನಿಕರಿಗೆ ಮಾಹಿತಿ ನೀಡುವ ಕಾರ್ಯಕ್ರಮ ಹಮ್ಮಿಕೊಳ್ಳಲಾಗಿತ್ತು. ಅಧಿಕಾರಿಗಳು, ಜನಪ್ರತಿನಿಧಿಗಳು ಹಾಗೂ ಗ್ರಾಮಸ್ಥರು ಭಾಗವಹಿಸಿದ್ದರು. ಕಾರ್ಯಕ್ರಮದಲ್ಲಿ ಮಾತನಾಡಿದ ಅವರು ಸಮುದಾಯದ ಅಭಿವೃದ್ಧಿಗೆ ಎಲ್ಲರೂ ಸಹಕರಿಸಬೇಕು ಎಂದು ತಿಳಿಸಿದರು. ಈ ಸಂದರ್ಭದಲ್ಲಿ ಮುಖಂಡರು, ಸದಸ್ಯರು, ಶಿಕ್ಷಕರು, ವಿದ್ಯಾರ್ಥಿಗಳು ಉಪಸ್ಥಿತರಿದ್ದರು. ಗ್ರಾಮೀಣ ಪ್ರದೇಶದಲ್ಲಿ ಮೂಲಸೌಕರ್ಯ ಒದಗಿಸುವುದು ಸರ್ಕಾರದ ಆದ್ಯತೆಯಾಗಿದೆ. ಸಾರ್ವಜನಿಕರು ಜಾಗೃತರಾಗಿರಬೇಕು. ಯೋಜನೆಗಳ ಸದುಪಯೋಗ ಪಡೆದುಕೊಳ್ಳಬೇಕು ಎಂದು ಹೇಳಿದರು. ನಂತರ ವಿವಿಧ ಕಾರ್ಯಕ್ರಮಗಳು ನಡೆದವು. — [4, 266, 112, 296]
s2-caption: ದೇವನಹಳ್ಳಿ ತಾಲೂಕಿನ ಬೆಸ್ಕಾಂ ಕಚೇರಿಯಲ್ಲಿ ವಿದ್ಯುತ್ ಸುರಕ್ಷತಾ ಸಪ್ತಾಹಕ್ಕೆ ಚಾಲನೆ ನೀಡಲಾಯಿತು. — [366, 412, 477, 416]
s3-body-5: ದೇವನಹಳ್ಳಿ: ತಾಲೂಕಿನ ವಿವಿಧ ಗ್ರಾಮಗಳಲ್ಲಿ ಸಾರ್ವಜನಿಕರಿಗೆ ಮಾಹಿತಿ ನೀಡುವ ಕಾರ್ಯಕ್ರಮ ಹಮ್ಮಿಕೊಳ್ಳಲಾಗಿತ್ತು. ಅಧಿಕಾರಿಗಳು, ಜನಪ್ರತಿನಿಧಿಗಳು ಹಾಗೂ ಗ್ರಾಮಸ್ಥರು ಭಾಗವಹಿಸಿದ್ದರು. ಕಾರ್ಯಕ್ರಮದಲ್ಲಿ ಮಾತನಾಡಿದ ಅವರು ಸಮುದಾಯದ ಅಭಿವೃದ್ಧಿಗೆ ಎಲ್ಲರೂ ಸಹಕರಿಸಬೇಕು ಎಂದು ತಿಳಿಸಿದರು. ಈ ಸಂದರ್ಭದಲ್ಲಿ ಮುಖಂಡರು, ಸದಸ್ಯರು, ಶಿಕ್ಷಕರು, ವಿದ್ಯಾರ್ಥಿಗಳು ಉಪಸ್ಥಿತರಿದ್ದರು. ಗ್ರಾಮೀಣ ಪ್ರದೇಶದಲ್ಲಿ ಮೂಲಸೌಕರ್ಯ ಒದಗಿಸುವುದು ಸರ್ಕಾರದ ಆದ್ಯತೆಯಾಗಿದೆ. ಸಾರ್ವಜನಿಕರು ಜಾಗೃತರಾಗಿರಬೇಕು. ಯೋಜನೆಗಳ ಸದುಪಯೋಗ ಪಡೆದುಕೊಳ್ಳಬೇಕು ಎಂದು ಹೇಳಿದರು. ನಂತರ ವಿವಿಧ ಕಾರ್ಯಕ್ರಮಗಳು ನಡೆದವು. — [382, 592, 454, 634]
reg-dot-magenta — [480, 919, 486, 925]
lead-body-1: ದೇವನಹಳ್ಳಿ: ತಾಲೂಕಿನ ವಿವಿಧ ಗ್ರಾಮಗಳಲ್ಲಿ ಸಾರ್ವಜನಿಕರಿಗೆ ಮಾಹಿತಿ ನೀಡುವ ಕಾರ್ಯಕ್ರಮ ಹಮ್ಮಿಕೊಳ್ಳಲಾಗಿತ್ತು. ಅಧಿಕಾರಿಗಳು, ಜನಪ್ರತಿನಿಧಿಗಳು ಹಾಗೂ ಗ್ರಾಮಸ್ಥರು ಭಾಗವಹಿಸಿದ್ದರು. ಕಾರ್ಯಕ್ರಮದಲ್ಲಿ ಮಾತನಾಡಿದ ಅವರು ಸಮುದಾಯದ ಅಭಿವೃದ್ಧಿಗೆ ಎಲ್ಲರೂ ಸಹಕರಿಸಬೇಕು ಎಂದು ತಿಳಿಸಿದರು. ಈ ಸಂದರ್ಭದಲ್ಲಿ ಮುಖಂಡರು, ಸದಸ್ಯರು, ಶಿಕ್ಷಕರು, ವಿದ್ಯಾರ್ಥಿಗಳು ಉಪಸ್ಥಿತರಿದ್ದರು. ಗ್ರಾಮೀಣ ಪ್ರದೇಶದಲ್ಲಿ ಮೂಲಸೌಕರ್ಯ ಒದಗಿಸುವುದು ಸರ್ಕಾರದ ಆದ್ಯತೆಯಾಗಿದೆ. ಸಾರ್ವಜನಿಕರು ಜಾಗೃತರಾಗಿರಬೇಕು. ಯೋಜನೆಗಳ ಸದುಪಯೋಗ ಪಡೆದುಕೊಳ್ಳಬೇಕು ಎಂದು ಹೇಳಿದರು. ನಂತರ ವಿವಿಧ ಕಾರ್ಯಕ್ರಮಗಳು ನಡೆದವು. — [122, 236, 182, 283]
s5-body-3: ದೇವನಹಳ್ಳಿ: ತಾಲೂಕಿನ ವಿವಿಧ ಗ್ರಾಮಗಳಲ್ಲಿ ಸಾರ್ವಜನಿಕರಿಗೆ ಮಾಹಿತಿ ನೀಡುವ ಕಾರ್ಯಕ್ರಮ ಹಮ್ಮಿಕೊಳ್ಳಲಾಗಿತ್ತು. ಅಧಿಕಾರಿಗಳು, ಜನಪ್ರತಿನಿಧಿಗಳು ಹಾಗೂ ಗ್ರಾಮಸ್ಥರು ಭಾಗವಹಿಸಿದ್ದರು. ಕಾರ್ಯಕ್ರಮದಲ್ಲಿ ಮಾತನಾಡಿದ ಅವರು ಸಮುದಾಯದ ಅಭಿವೃದ್ಧಿಗೆ ಎಲ್ಲರೂ ಸಹಕರಿಸಬೇಕು ಎಂದು ತಿಳಿಸಿದರು. ಈ ಸಂದರ್ಭದಲ್ಲಿ ಮುಖಂಡರು, ಸದಸ್ಯರು, ಶಿಕ್ಷಕರು, ವಿದ್ಯಾರ್ಥಿಗಳು ಉಪಸ್ಥಿತರಿದ್ದರು. ಗ್ರಾಮೀಣ ಪ್ರದೇಶದಲ್ಲಿ ಮೂಲಸೌಕರ್ಯ ಒದಗಿಸುವುದು ಸರ್ಕಾರದ ಆದ್ಯತೆಯಾಗಿದೆ. ಸಾರ್ವಜನಿಕರು ಜಾಗೃತರಾಗಿರಬೇಕು. ಯೋಜನೆಗಳ ಸದುಪಯೋಗ ಪಡೆದುಕೊಳ್ಳಬೇಕು ಎಂದು ಹೇಳಿದರು. ನಂತರ ವಿವಿಧ ಕಾರ್ಯಕ್ರಮಗಳು ನಡೆದವು. — [128, 860, 188, 907]
ad1-line3: ಈಗಲೇ ಭೇಟಿ ಮಾಡಿ — [349, 35, 396, 43]
s3-headline: ಮಾನವನ ದುರಾಸೆಗೆ ಪರಿಸರ ನಾಶ: ಪ್ರಶಾಂತ್ — [306, 463, 447, 475]
s6-kicker-left: ಮೈತ್ರಿ ಬೆಂಬಲಿತ ಸದಸ್ಯರ ಅವಿಶ್ವಾಸ ಮಂಡನೆ ವಿಫಲ — [258, 744, 340, 750]
story2-headline: ಹೋಟೆಲ್, ರೆಸ್ಟೋರೆಂಟ್‌ನಲ್ಲಿ ಅಧಿಕಾರಿಗಳಿಂದ ಪರಿಶೀಲನೆ — [6, 390, 109, 407]
s6-headline: ವಿಶ್ವನಾಥಪುರ ಗ್ರಾಪಂ ಅಧ್ಯಕ್ಷೆಯಾಗಿ ವೆಂಕಟಮ್ಮ ಮುಂದುವರಿಕೆ — [258, 754, 478, 768]
reg-dot-cyan — [90, 919, 96, 925]
s6-caption: ದೇವನಹಳ್ಳಿ ತಾಲೂಕಿನ ಬೆಸ್ಕಾಂ ಕಚೇರಿಯಲ್ಲಿ ವಿದ್ಯುತ್ ಸುರಕ್ಷತಾ ಸಪ್ತಾಹಕ್ಕೆ ಚಾಲನೆ ನೀಡಲಾಯಿತು. — [378, 846, 489, 850]
story2-body: ದೇವನಹಳ್ಳಿ: ತಾಲೂಕಿನ ವಿವಿಧ ಗ್ರಾಮಗಳಲ್ಲಿ ಸಾರ್ವಜನಿಕರಿಗೆ ಮಾಹಿತಿ ನೀಡುವ ಕಾರ್ಯಕ್ರಮ ಹಮ್ಮಿಕೊಳ್ಳಲಾಗಿತ್ತು. ಅಧಿಕಾರಿಗಳು, ಜನಪ್ರತಿನಿಧಿಗಳು ಹಾಗೂ ಗ್ರಾಮಸ್ಥರು ಭಾಗವಹಿಸಿದ್ದರು. ಕಾರ್ಯಕ್ರಮದಲ್ಲಿ ಮಾತನಾಡಿದ ಅವರು ಸಮುದಾಯದ ಅಭಿವೃದ್ಧಿಗೆ ಎಲ್ಲರೂ ಸಹಕರಿಸಬೇಕು ಎಂದು ತಿಳಿಸಿದರು. ಈ ಸಂದರ್ಭದಲ್ಲಿ ಮುಖಂಡರು, ಸದಸ್ಯರು, ಶಿಕ್ಷಕರು, ವಿದ್ಯಾರ್ಥಿಗಳು ಉಪಸ್ಥಿತರಿದ್ದರು. ಗ್ರಾಮೀಣ ಪ್ರದೇಶದಲ್ಲಿ ಮೂಲಸೌಕರ್ಯ ಒದಗಿಸುವುದು ಸರ್ಕಾರದ ಆದ್ಯತೆಯಾಗಿದೆ. ಸಾರ್ವಜನಿಕರು ಜಾಗೃತರಾಗಿರಬೇಕು. ಯೋಜನೆಗಳ ಸದುಪಯೋಗ ಪಡೆದುಕೊಳ್ಳಬೇಕು ಎಂದು ಹೇಳಿದರು. ನಂತರ ವಿವಿಧ ಕಾರ್ಯಕ್ರಮಗಳು ನಡೆದವು. — [4, 454, 112, 484]
reg-dot-black — [500, 919, 506, 925]
s2-body-2: ದೇವನಹಳ್ಳಿ: ತಾಲೂಕಿನ ವಿವಿಧ ಗ್ರಾಮಗಳಲ್ಲಿ ಸಾರ್ವಜನಿಕರಿಗೆ ಮಾಹಿತಿ ನೀಡುವ ಕಾರ್ಯಕ್ರಮ ಹಮ್ಮಿಕೊಳ್ಳಲಾಗಿತ್ತು. ಅಧಿಕಾರಿಗಳು, ಜನಪ್ರತಿನಿಧಿಗಳು ಹಾಗೂ ಗ್ರಾಮಸ್ಥರು ಭಾಗವಹಿಸಿದ್ದರು. ಕಾರ್ಯಕ್ರಮದಲ್ಲಿ ಮಾತನಾಡಿದ ಅವರು ಸಮುದಾಯದ ಅಭಿವೃದ್ಧಿಗೆ ಎಲ್ಲರೂ ಸಹಕರಿಸಬೇಕು ಎಂದು ತಿಳಿಸಿದರು. ಈ ಸಂದರ್ಭದಲ್ಲಿ ಮುಖಂಡರು, ಸದಸ್ಯರು, ಶಿಕ್ಷಕರು, ವಿದ್ಯಾರ್ಥಿಗಳು ಉಪಸ್ಥಿತರಿದ್ದರು. ಗ್ರಾಮೀಣ ಪ್ರದೇಶದಲ್ಲಿ ಮೂಲಸೌಕರ್ಯ ಒದಗಿಸುವುದು ಸರ್ಕಾರದ ಆದ್ಯತೆಯಾಗಿದೆ. ಸಾರ್ವಜನಿಕರು ಜಾಗೃತರಾಗಿರಬೇಕು. ಯೋಜನೆಗಳ ಸದುಪಯೋಗ ಪಡೆದುಕೊಳ್ಳಬೇಕು ಎಂದು ಹೇಳಿದರು. ನಂತರ ವಿವಿಧ ಕಾರ್ಯಕ್ರಮಗಳು ನಡೆದವು. — [306, 404, 362, 455]
s5-body-1: ದೇವನಹಳ್ಳಿ: ತಾಲೂಕಿನ ವಿವಿಧ ಗ್ರಾಮಗಳಲ್ಲಿ ಸಾರ್ವಜನಿಕರಿಗೆ ಮಾಹಿತಿ ನೀಡುವ ಕಾರ್ಯಕ್ರಮ ಹಮ್ಮಿಕೊಳ್ಳಲಾಗಿತ್ತು. ಅಧಿಕಾರಿಗಳು, ಜನಪ್ರತಿನಿಧಿಗಳು ಹಾಗೂ ಗ್ರಾಮಸ್ಥರು ಭಾಗವಹಿಸಿದ್ದರು. ಕಾರ್ಯಕ್ರಮದಲ್ಲಿ ಮಾತನಾಡಿದ ಅವರು ಸಮುದಾಯದ ಅಭಿವೃದ್ಧಿಗೆ ಎಲ್ಲರೂ ಸಹಕರಿಸಬೇಕು ಎಂದು ತಿಳಿಸಿದರು. ಈ ಸಂದರ್ಭದಲ್ಲಿ ಮುಖಂಡರು, ಸದಸ್ಯರು, ಶಿಕ್ಷಕರು, ವಿದ್ಯಾರ್ಥಿಗಳು ಉಪಸ್ಥಿತರಿದ್ದರು. ಗ್ರಾಮೀಣ ಪ್ರದೇಶದಲ್ಲಿ ಮೂಲಸೌಕರ್ಯ ಒದಗಿಸುವುದು ಸರ್ಕಾರದ ಆದ್ಯತೆಯಾಗಿದೆ. ಸಾರ್ವಜನಿಕರು ಜಾಗೃತರಾಗಿರಬೇಕು. ಯೋಜನೆಗಳ ಸದುಪಯೋಗ ಪಡೆದುಕೊಳ್ಳಬೇಕು ಎಂದು ಹೇಳಿದರು. ನಂತರ ವಿವಿಧ ಕಾರ್ಯಕ್ರಮಗಳು ನಡೆದವು. — [4, 782, 60, 833]
lead-body-4: ದೇವನಹಳ್ಳಿ: ತಾಲೂಕಿನ ವಿವಿಧ ಗ್ರಾಮಗಳಲ್ಲಿ ಸಾರ್ವಜನಿಕರಿಗೆ ಮಾಹಿತಿ ನೀಡುವ ಕಾರ್ಯಕ್ರಮ ಹಮ್ಮಿಕೊಳ್ಳಲಾಗಿತ್ತು. ಅಧಿಕಾರಿಗಳು, ಜನಪ್ರತಿನಿಧಿಗಳು ಹಾಗೂ ಗ್ರಾಮಸ್ಥರು ಭಾಗವಹಿಸಿದ್ದರು. ಕಾರ್ಯಕ್ರಮದಲ್ಲಿ ಮಾತನಾಡಿದ ಅವರು ಸಮುದಾಯದ ಅಭಿವೃದ್ಧಿಗೆ ಎಲ್ಲರೂ ಸಹಕರಿಸಬೇಕು ಎಂದು ತಿಳಿಸಿದರು. ಈ ಸಂದರ್ಭದಲ್ಲಿ ಮುಖಂಡರು, ಸದಸ್ಯರು, ಶಿಕ್ಷಕರು, ವಿದ್ಯಾರ್ಥಿಗಳು ಉಪಸ್ಥಿತರಿದ್ದರು. ಗ್ರಾಮೀಣ ಪ್ರದೇಶದಲ್ಲಿ ಮೂಲಸೌಕರ್ಯ ಒದಗಿಸುವುದು ಸರ್ಕಾರದ ಆದ್ಯತೆಯಾಗಿದೆ. ಸಾರ್ವಜನಿಕರು ಜಾಗೃತರಾಗಿರಬೇಕು. ಯೋಜನೆಗಳ ಸದುಪಯೋಗ ಪಡೆದುಕೊಳ್ಳಬೇಕು ಎಂದು ಹೇಳಿದರು. ನಂತರ ವಿವಿಧ ಕಾರ್ಯಕ್ರಮಗಳು ನಡೆದವು. — [314, 236, 374, 283]
ad1-line2: ಸತ್ತ್ವಯುತ ಹೂಡಿಕೆ — [349, 21, 385, 28]
masthead-rule — [0, 62, 600, 64]
s6-body-3: ದೇವನಹಳ್ಳಿ: ತಾಲೂಕಿನ ವಿವಿಧ ಗ್ರಾಮಗಳಲ್ಲಿ ಸಾರ್ವಜನಿಕರಿಗೆ ಮಾಹಿತಿ ನೀಡುವ ಕಾರ್ಯಕ್ರಮ ಹಮ್ಮಿಕೊಳ್ಳಲಾಗಿತ್ತು. ಅಧಿಕಾರಿಗಳು, ಜನಪ್ರತಿನಿಧಿಗಳು ಹಾಗೂ ಗ್ರಾಮಸ್ಥರು ಭಾಗವಹಿಸಿದ್ದರು. ಕಾರ್ಯಕ್ರಮದಲ್ಲಿ ಮಾತನಾಡಿದ ಅವರು ಸಮುದಾಯದ ಅಭಿವೃದ್ಧಿಗೆ ಎಲ್ಲರೂ ಸಹಕರಿಸಬೇಕು ಎಂದು ತಿಳಿಸಿದರು. ಈ ಸಂದರ್ಭದಲ್ಲಿ ಮುಖಂಡರು, ಸದಸ್ಯರು, ಶಿಕ್ಷಕರು, ವಿದ್ಯಾರ್ಥಿಗಳು ಉಪಸ್ಥಿತರಿದ್ದರು. ಗ್ರಾಮೀಣ ಪ್ರದೇಶದಲ್ಲಿ ಮೂಲಸೌಕರ್ಯ ಒದಗಿಸುವುದು ಸರ್ಕಾರದ ಆದ್ಯತೆಯಾಗಿದೆ. ಸಾರ್ವಜನಿಕರು ಜಾಗೃತರಾಗಿರಬೇಕು. ಯೋಜನೆಗಳ ಸದುಪಯೋಗ ಪಡೆದುಕೊಳ್ಳಬೇಕು ಎಂದು ಹೇಳಿದರು. ನಂತರ ವಿವಿಧ ಕಾರ್ಯಕ್ರಮಗಳು ನಡೆದವು. — [378, 858, 446, 900]
poem-line: ಹೊಳೆದ ಧ್ರುವತಾರೆ — [53, 151, 83, 156]
row2-divider — [302, 326, 303, 588]
masthead-ad-2 — [482, 4, 605, 58]
lead-photo-2 — [376, 232, 598, 308]
s5-subhead: ಐದ್ಯುನಹಳ್ಳಿ ಶಾಲೆಯಲ್ಲಿ ಎಸ್‌ಡಿಎಂಸಿ, ಪೋಷಕರಿಂದ ಪ್ರತಿಭಟನೆ — [4, 763, 111, 769]
column-author: ಎಸ್. ಹುಲಿಕುಂಟೆ — [36, 87, 62, 92]
s2-byline: ■ ಉದಯವಾಣಿ ಸಮಾಚಾರ — [306, 344, 342, 349]
s3-body-2: ದೇವನಹಳ್ಳಿ: ತಾಲೂಕಿನ ವಿವಿಧ ಗ್ರಾಮಗಳಲ್ಲಿ ಸಾರ್ವಜನಿಕರಿಗೆ ಮಾಹಿತಿ ನೀಡುವ ಕಾರ್ಯಕ್ರಮ ಹಮ್ಮಿಕೊಳ್ಳಲಾಗಿತ್ತು. ಅಧಿಕಾರಿಗಳು, ಜನಪ್ರತಿನಿಧಿಗಳು ಹಾಗೂ ಗ್ರಾಮಸ್ಥರು ಭಾಗವಹಿಸಿದ್ದರು. ಕಾರ್ಯಕ್ರಮದಲ್ಲಿ ಮಾತನಾಡಿದ ಅವರು ಸಮುದಾಯದ ಅಭಿವೃದ್ಧಿಗೆ ಎಲ್ಲರೂ ಸಹಕರಿಸಬೇಕು ಎಂದು ತಿಳಿಸಿದರು. ಈ ಸಂದರ್ಭದಲ್ಲಿ ಮುಖಂಡರು, ಸದಸ್ಯರು, ಶಿಕ್ಷಕರು, ವಿದ್ಯಾರ್ಥಿಗಳು ಉಪಸ್ಥಿತರಿದ್ದರು. ಗ್ರಾಮೀಣ ಪ್ರದೇಶದಲ್ಲಿ ಮೂಲಸೌಕರ್ಯ ಒದಗಿಸುವುದು ಸರ್ಕಾರದ ಆದ್ಯತೆಯಾಗಿದೆ. ಸಾರ್ವಜನಿಕರು ಜಾಗೃತರಾಗಿರಬೇಕು. ಯೋಜನೆಗಳ ಸದುಪಯೋಗ ಪಡೆದುಕೊಳ್ಳಬೇಕು ಎಂದು ಹೇಳಿದರು. ನಂತರ ವಿವಿಧ ಕಾರ್ಯಕ್ರಮಗಳು ನಡೆದವು. — [366, 492, 422, 543]
ad2-line2: ಪ್ರಕಟಿಸಲು ಕರೆ ಮಾಡಿ — [487, 17, 525, 23]
phone-number: 8310152292 — [501, 36, 605, 54]
s2-headline: ವಚನ ಸಾಹಿತ್ಯಕ್ಕೆ ಡಾ.ಫ.ಗು.ಹಳಕಟ್ಟಿ ಕೊಡುಗೆ ಅಪಾರ — [306, 327, 471, 339]
s1-photo — [122, 342, 300, 408]
ad2-line1: ನಿಮ್ಮ ಜಾಹೀರಾತು — [487, 9, 519, 15]
rule-bottom — [0, 740, 600, 742]
s5-body-4: ದೇವನಹಳ್ಳಿ: ತಾಲೂಕಿನ ವಿವಿಧ ಗ್ರಾಮಗಳಲ್ಲಿ ಸಾರ್ವಜನಿಕರಿಗೆ ಮಾಹಿತಿ ನೀಡುವ ಕಾರ್ಯಕ್ರಮ ಹಮ್ಮಿಕೊಳ್ಳಲಾಗಿತ್ತು. ಅಧಿಕಾರಿಗಳು, ಜನಪ್ರತಿನಿಧಿಗಳು ಹಾಗೂ ಗ್ರಾಮಸ್ಥರು ಭಾಗವಹಿಸಿದ್ದರು. ಕಾರ್ಯಕ್ರಮದಲ್ಲಿ ಮಾತನಾಡಿದ ಅವರು ಸಮುದಾಯದ ಅಭಿವೃದ್ಧಿಗೆ ಎಲ್ಲರೂ ಸಹಕರಿಸಬೇಕು ಎಂದು ತಿಳಿಸಿದರು. ಈ ಸಂದರ್ಭದಲ್ಲಿ ಮುಖಂಡರು, ಸದಸ್ಯರು, ಶಿಕ್ಷಕರು, ವಿದ್ಯಾರ್ಥಿಗಳು ಉಪಸ್ಥಿತರಿದ್ದರು. ಗ್ರಾಮೀಣ ಪ್ರದೇಶದಲ್ಲಿ ಮೂಲಸೌಕರ್ಯ ಒದಗಿಸುವುದು ಸರ್ಕಾರದ ಆದ್ಯತೆಯಾಗಿದೆ. ಸಾರ್ವಜನಿಕರು ಜಾಗೃತರಾಗಿರಬೇಕು. ಯೋಜನೆಗಳ ಸದುಪಯೋಗ ಪಡೆದುಕೊಳ್ಳಬೇಕು ಎಂದು ಹೇಳಿದರು. ನಂತರ ವಿವಿಧ ಕಾರ್ಯಕ್ರಮಗಳು ನಡೆದವು. — [192, 860, 248, 911]
masthead-ad-1 — [318, 4, 480, 58]
s1-caption: ದೇವನಹಳ್ಳಿ ತಾಲೂಕಿನ ಬೆಸ್ಕಾಂ ಕಚೇರಿಯಲ್ಲಿ ವಿದ್ಯುತ್ ಸುರಕ್ಷತಾ ಸಪ್ತಾಹಕ್ಕೆ ಚಾಲನೆ ನೀಡಲಾಯಿತು. — [122, 410, 233, 414]
lead-side-body-2: ದೇವನಹಳ್ಳಿ: ತಾಲೂಕಿನ ವಿವಿಧ ಗ್ರಾಮಗಳಲ್ಲಿ ಸಾರ್ವಜನಿಕರಿಗೆ ಮಾಹಿತಿ ನೀಡುವ ಕಾರ್ಯಕ್ರಮ ಹಮ್ಮಿಕೊಳ್ಳಲಾಗಿತ್ತು. ಅಧಿಕಾರಿಗಳು, ಜನಪ್ರತಿನಿಧಿಗಳು ಹಾಗೂ ಗ್ರಾಮಸ್ಥರು ಭಾಗವಹಿಸಿದ್ದರು. ಕಾರ್ಯಕ್ರಮದಲ್ಲಿ ಮಾತನಾಡಿದ ಅವರು ಸಮುದಾಯದ ಅಭಿವೃದ್ಧಿಗೆ ಎಲ್ಲರೂ ಸಹಕರಿಸಬೇಕು ಎಂದು ತಿಳಿಸಿದರು. ಈ ಸಂದರ್ಭದಲ್ಲಿ ಮುಖಂಡರು, ಸದಸ್ಯರು, ಶಿಕ್ಷಕರು, ವಿದ್ಯಾರ್ಥಿಗಳು ಉಪಸ್ಥಿತರಿದ್ದರು. ಗ್ರಾಮೀಣ ಪ್ರದೇಶದಲ್ಲಿ ಮೂಲಸೌಕರ್ಯ ಒದಗಿಸುವುದು ಸರ್ಕಾರದ ಆದ್ಯತೆಯಾಗಿದೆ. ಸಾರ್ವಜನಿಕರು ಜಾಗೃತರಾಗಿರಬೇಕು. ಯೋಜನೆಗಳ ಸದುಪಯೋಗ ಪಡೆದುಕೊಳ್ಳಬೇಕು ಎಂದು ಹೇಳಿದರು. ನಂತರ ವಿವಿಧ ಕಾರ್ಯಕ್ರಮಗಳು ನಡೆದವು. — [450, 132, 520, 174]
s4-body-1: ದೇವನಹಳ್ಳಿ: ತಾಲೂಕಿನ ವಿವಿಧ ಗ್ರಾಮಗಳಲ್ಲಿ ಸಾರ್ವಜನಿಕರಿಗೆ ಮಾಹಿತಿ ನೀಡುವ ಕಾರ್ಯಕ್ರಮ ಹಮ್ಮಿಕೊಳ್ಳಲಾಗಿತ್ತು. ಅಧಿಕಾರಿಗಳು, ಜನಪ್ರತಿನಿಧಿಗಳು ಹಾಗೂ ಗ್ರಾಮಸ್ಥರು ಭಾಗವಹಿಸಿದ್ದರು. ಕಾರ್ಯಕ್ರಮದಲ್ಲಿ ಮಾತನಾಡಿದ ಅವರು ಸಮುದಾಯದ ಅಭಿವೃದ್ಧಿಗೆ ಎಲ್ಲರೂ ಸಹಕರಿಸಬೇಕು ಎಂದು ತಿಳಿಸಿದರು. ಈ ಸಂದರ್ಭದಲ್ಲಿ ಮುಖಂಡರು, ಸದಸ್ಯರು, ಶಿಕ್ಷಕರು, ವಿದ್ಯಾರ್ಥಿಗಳು ಉಪಸ್ಥಿತರಿದ್ದರು. ಗ್ರಾಮೀಣ ಪ್ರದೇಶದಲ್ಲಿ ಮೂಲಸೌಕರ್ಯ ಒದಗಿಸುವುದು ಸರ್ಕಾರದ ಆದ್ಯತೆಯಾಗಿದೆ. ಸಾರ್ವಜನಿಕರು ಜಾಗೃತರಾಗಿರಬೇಕು. ಯೋಜನೆಗಳ ಸದುಪಯೋಗ ಪಡೆದುಕೊಳ್ಳಬೇಕು ಎಂದು ಹೇಳಿದರು. ನಂತರ ವಿವಿಧ ಕಾರ್ಯಕ್ರಮಗಳು ನಡೆದವು. — [122, 646, 178, 697]
lead-photo-caption: ದೇವನಹಳ್ಳಿ ತಾಲೂಕಿನ ಬೆಸ್ಕಾಂ ಕಚೇರಿಯಲ್ಲಿ ವಿದ್ಯುತ್ ಸುರಕ್ಷತಾ ಸಪ್ತಾಹಕ್ಕೆ ಚಾಲನೆ ನೀಡಲಾಯಿತು. — [122, 216, 233, 220]
masthead — [0, 0, 605, 62]
s3-body-4: ದೇವನಹಳ್ಳಿ: ತಾಲೂಕಿನ ವಿವಿಧ ಗ್ರಾಮಗಳಲ್ಲಿ ಸಾರ್ವಜನಿಕರಿಗೆ ಮಾಹಿತಿ ನೀಡುವ ಕಾರ್ಯಕ್ರಮ ಹಮ್ಮಿಕೊಳ್ಳಲಾಗಿತ್ತು. ಅಧಿಕಾರಿಗಳು, ಜನಪ್ರತಿನಿಧಿಗಳು ಹಾಗೂ ಗ್ರಾಮಸ್ಥರು ಭಾಗವಹಿಸಿದ್ದರು. ಕಾರ್ಯಕ್ರಮದಲ್ಲಿ ಮಾತನಾಡಿದ ಅವರು ಸಮುದಾಯದ ಅಭಿವೃದ್ಧಿಗೆ ಎಲ್ಲರೂ ಸಹಕರಿಸಬೇಕು ಎಂದು ತಿಳಿಸಿದರು. ಈ ಸಂದರ್ಭದಲ್ಲಿ ಮುಖಂಡರು, ಸದಸ್ಯರು, ಶಿಕ್ಷಕರು, ವಿದ್ಯಾರ್ಥಿಗಳು ಉಪಸ್ಥಿತರಿದ್ದರು. ಗ್ರಾಮೀಣ ಪ್ರದೇಶದಲ್ಲಿ ಮೂಲಸೌಕರ್ಯ ಒದಗಿಸುವುದು ಸರ್ಕಾರದ ಆದ್ಯತೆಯಾಗಿದೆ. ಸಾರ್ವಜನಿಕರು ಜಾಗೃತರಾಗಿರಬೇಕು. ಯೋಜನೆಗಳ ಸದುಪಯೋಗ ಪಡೆದುಕೊಳ್ಳಬೇಕು ಎಂದು ಹೇಳಿದರು. ನಂತರ ವಿವಿಧ ಕಾರ್ಯಕ್ರಮಗಳು ನಡೆದವು. — [306, 592, 378, 634]
rule-s3 — [306, 459, 598, 460]
poem-title: 'ಧ್ರುವ ತಾರೆ' — [42, 104, 71, 112]
lead-byline: ■ ಉದಯವಾಣಿ ಸಮಾಚಾರ — [122, 228, 158, 233]
s2-body-3: ದೇವನಹಳ್ಳಿ: ತಾಲೂಕಿನ ವಿವಿಧ ಗ್ರಾಮಗಳಲ್ಲಿ ಸಾರ್ವಜನಿಕರಿಗೆ ಮಾಹಿತಿ ನೀಡುವ ಕಾರ್ಯಕ್ರಮ ಹಮ್ಮಿಕೊಳ್ಳಲಾಗಿತ್ತು. ಅಧಿಕಾರಿಗಳು, ಜನಪ್ರತಿನಿಧಿಗಳು ಹಾಗೂ ಗ್ರಾಮಸ್ಥರು ಭಾಗವಹಿಸಿದ್ದರು. ಕಾರ್ಯಕ್ರಮದಲ್ಲಿ ಮಾತನಾಡಿದ ಅವರು ಸಮುದಾಯದ ಅಭಿವೃದ್ಧಿಗೆ ಎಲ್ಲರೂ ಸಹಕರಿಸಬೇಕು ಎಂದು ತಿಳಿಸಿದರು. ಈ ಸಂದರ್ಭದಲ್ಲಿ ಮುಖಂಡರು, ಸದಸ್ಯರು, ಶಿಕ್ಷಕರು, ವಿದ್ಯಾರ್ಥಿಗಳು ಉಪಸ್ಥಿತರಿದ್ದರು. ಗ್ರಾಮೀಣ ಪ್ರದೇಶದಲ್ಲಿ ಮೂಲಸೌಕರ್ಯ ಒದಗಿಸುವುದು ಸರ್ಕಾರದ ಆದ್ಯತೆಯಾಗಿದೆ. ಸಾರ್ವಜನಿಕರು ಜಾಗೃತರಾಗಿರಬೇಕು. ಯೋಜನೆಗಳ ಸದುಪಯೋಗ ಪಡೆದುಕೊಳ್ಳಬೇಕು — [366, 424, 440, 458]
bottom-divider — [252, 744, 253, 916]
s3-photo — [486, 492, 598, 588]
reg-dot-cyan — [470, 919, 476, 925]
edition: ಬೆಂಗಳೂರು — [64, 33, 87, 40]
poem-line: ಕಾಲ ಚಕ್ರವನ್ನು ಗೆದ್ದವರು — [49, 135, 87, 140]
s3-subhead: ಮುಂದಿನ ಪೀಳಿಗೆಗೆ ಪರಿಸರ ಉಳಿಸಿ ಬೆಳೆಸುವುದು ಅಗತ್ಯ : ಅರಣ್ಯಾಧಿಕಾರಿ — [306, 479, 447, 486]
s4-photo — [122, 582, 300, 624]
s2-body-5: ದೇವನಹಳ್ಳಿ: ತಾಲೂಕಿನ ವಿವಿಧ ಗ್ರಾಮಗಳಲ್ಲಿ ಸಾರ್ವಜನಿಕರಿಗೆ ಮಾಹಿತಿ ನೀಡುವ ಕಾರ್ಯಕ್ರಮ ಹಮ್ಮಿಕೊಳ್ಳಲಾಗಿತ್ತು. ಅಧಿಕಾರಿಗಳು, ಜನಪ್ರತಿನಿಧಿಗಳು ಹಾಗೂ ಗ್ರಾಮಸ್ಥರು ಭಾಗವಹಿಸಿದ್ದರು. ಕಾರ್ಯಕ್ರಮದಲ್ಲಿ ಮಾತನಾಡಿದ ಅವರು ಸಮುದಾಯದ ಅಭಿವೃದ್ಧಿಗೆ ಎಲ್ಲರೂ ಸಹಕರಿಸಬೇಕು ಎಂದು ತಿಳಿಸಿದರು. ಈ ಸಂದರ್ಭದಲ್ಲಿ ಮುಖಂಡರು, ಸದಸ್ಯರು, ಶಿಕ್ಷಕರು, ವಿದ್ಯಾರ್ಥಿಗಳು ಉಪಸ್ಥಿತರಿದ್ದರು. ಗ್ರಾಮೀಣ ಪ್ರದೇಶದಲ್ಲಿ ಮೂಲಸೌಕರ್ಯ ಒದಗಿಸುವುದು ಸರ್ಕಾರದ ಆದ್ಯತೆಯಾಗಿದೆ. ಸಾರ್ವಜನಿಕರು ಜಾಗೃತರಾಗಿರಬೇಕು. ಯೋಜನೆಗಳ ಸದುಪಯೋಗ ಪಡೆದುಕೊಳ್ಳಬೇಕು — [522, 424, 598, 458]
